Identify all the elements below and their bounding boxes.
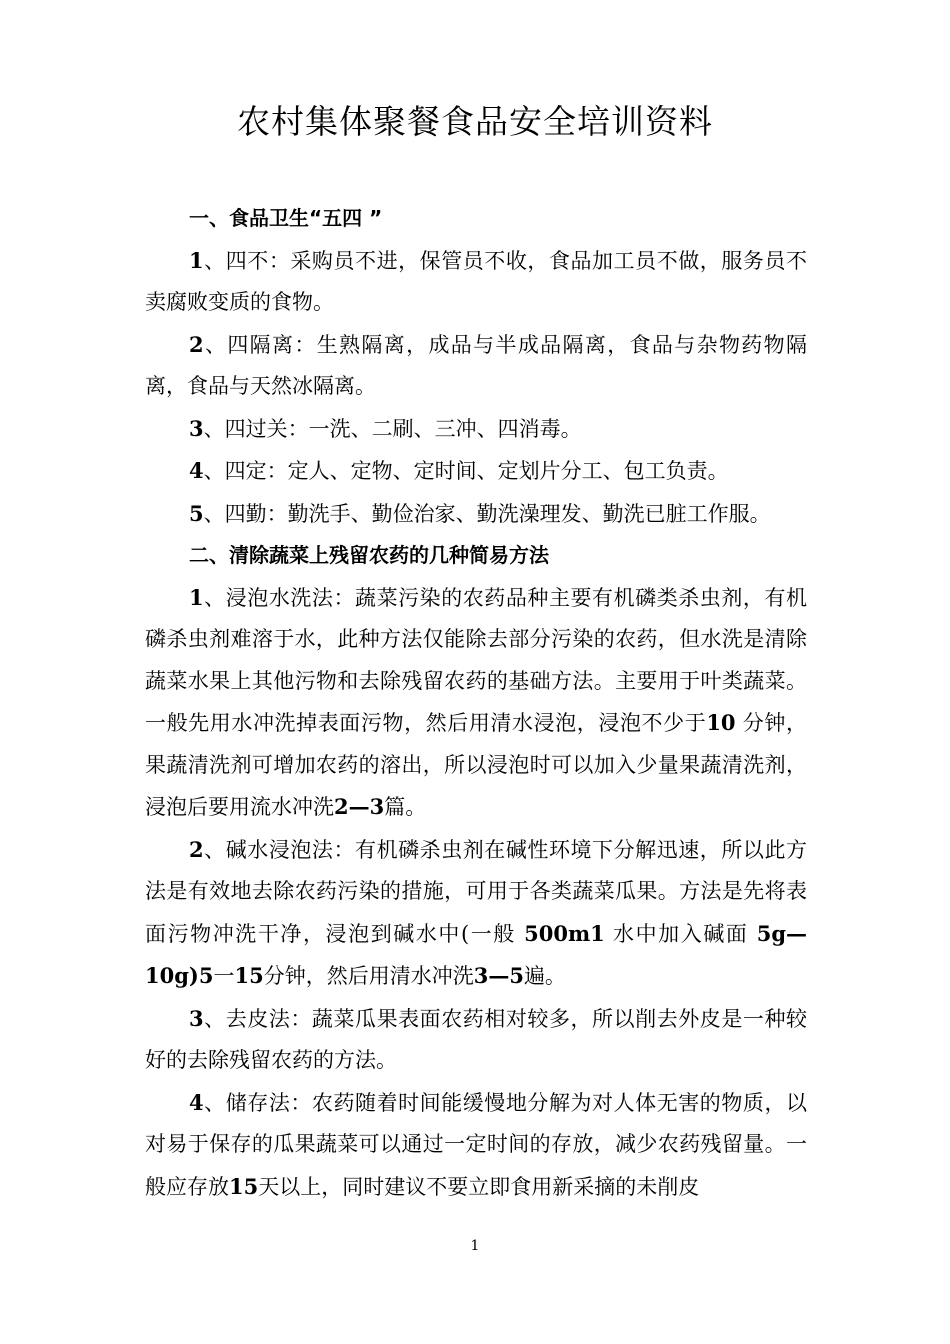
item-number: 4 [189,1089,204,1115]
document-body [145,198,807,1208]
item-text: 、四定：定人、定物、定时间、定划片分工、包工负责。 [203,459,729,483]
item-number: 5 [189,500,204,526]
item-text: 、四过关：一洗、二刷、三冲、四消毒。 [203,416,582,441]
item-text: 水中加入碱面 [604,921,757,946]
item-number: 2 [189,331,204,357]
page-number: 1 [470,1238,480,1254]
item-number: 1 [189,584,204,610]
item-text: 、浸泡水洗法：蔬菜污染的农药品种主要有机磷类杀虫剂，有机磷杀虫剂难溶于水，此种方法仅能除去部分污染的农药，但水洗是清除蔬菜水果上其他污物和去除残留农药的基础方法。主要用于叶类蔬菜。一般先用水冲洗掉表面污物，然后用清水浸泡，浸泡不少于 [145,585,807,735]
item-number: 4 [189,458,204,483]
list-item [145,1082,807,1209]
item-text: 、去皮法：蔬菜瓜果表面农药相对较多，所以削去外皮是一种较好的去除残留农药的方法。 [145,1006,807,1072]
item-number: 3 [189,415,204,441]
item-bold-value: 3—5 [473,963,524,988]
item-text: 分钟，然后用清水冲洗 [263,964,474,988]
list-item [145,829,807,998]
list-item [145,998,807,1082]
item-text: 、四勤：勤洗手、勤俭治家、勤洗澡理发、勤洗已脏工作服。 [203,501,771,526]
item-bold-value: 5g—10g)5 [145,920,807,988]
list-item [145,408,807,451]
item-text: 、四隔离：生熟隔离，成品与半成品隔离，食品与杂物药物隔离，食品与天然冰隔离。 [145,332,807,398]
list-item [145,324,807,408]
item-text: 遍。 [523,964,566,988]
list-item [145,577,807,829]
item-text: 天以上，同时建议不要立即食用新采摘的未削皮 [258,1174,700,1199]
item-text: 、碱水浸泡法：有机磷杀虫剂在碱性环境下分解迅速，所以此方法是有效地去除农药污染的措施，可用于各类蔬菜瓜果。方法是先将表面污物冲洗干净，浸泡到碱水中(一般 [145,837,807,946]
item-number: 2 [189,836,204,862]
item-bold-value: 500m1 [524,920,605,946]
item-number: 1 [189,247,204,273]
item-bold-value: 2—3 [334,794,385,819]
item-text: 、四不：采购员不进，保管员不收，食品加工员不做，服务员不卖腐败变质的食物。 [145,248,807,314]
item-text: 、储存法：农药随着时间能缓慢地分解为对人体无害的物质，以对易于保存的瓜果蔬菜可以通过一定时间的存放，减少农药残留量。一般应存放 [145,1090,807,1199]
item-bold-value: 15 [234,963,264,988]
item-bold-value: 10 [706,710,736,735]
list-item [145,493,807,536]
item-bold-value: 15 [229,1173,259,1199]
list-item [145,240,807,324]
item-text: 分钟，果蔬清洗剂可增加农药的溶出，所以浸泡时可以加入少量果蔬清洗剂，浸泡后要用流水冲洗 [145,711,807,819]
item-text: 一 [213,964,235,988]
item-number: 3 [189,1005,204,1031]
item-text: 篇。 [384,795,427,819]
section-heading-food-hygiene: 一、食品卫生“五四 ” [189,206,383,230]
document-title: 农村集体聚餐食品安全培训资料 [237,102,713,141]
section-heading-pesticide-removal: 二、清除蔬菜上残留农药的几种简易方法 [189,543,549,567]
list-item [145,450,807,493]
